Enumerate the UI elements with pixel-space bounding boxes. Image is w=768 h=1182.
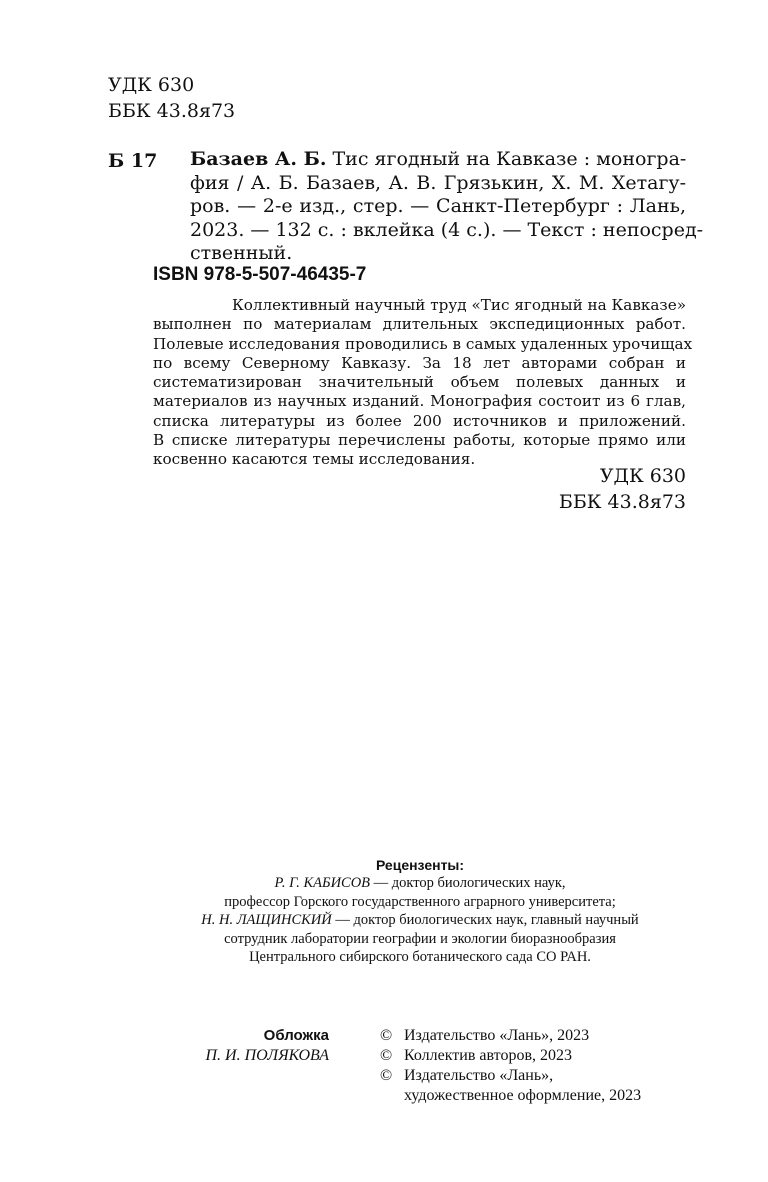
reviewer-2-desc: — доктор биологических наук, главный научный [331, 912, 639, 929]
reviewers-block [130, 856, 710, 966]
copyright-text: Коллектив авторов, 2023 [404, 1047, 572, 1064]
reviewer-1 [130, 874, 710, 892]
copyright-line [380, 1066, 641, 1086]
reviewer-2-line-3: Центрального сибирского ботанического сада СО РАН. [249, 949, 591, 966]
author-sign: Б 17 [108, 150, 158, 172]
annotation-line: выполнен по материалам длительных экспедиционных работ. [153, 315, 686, 334]
annotation-line: косвенно касаются темы исследования. [153, 450, 476, 469]
biblio-line-3: ров. — 2-е изд., стер. — Санкт-Петербург : Лань, [190, 195, 686, 217]
biblio-line-5: ственный. [190, 242, 293, 264]
author-name: Базаев А. Б. [190, 148, 327, 170]
copyright-text: Издательство «Лань», [404, 1067, 554, 1084]
annotation-line: Полевые исследования проводились в самых удаленных урочищах [153, 334, 693, 353]
reviewer-1-desc: — доктор биологических наук, [370, 875, 566, 892]
udk-code: УДК 630 [108, 74, 195, 96]
cover-artist: П. И. ПОЛЯКОВА [205, 1047, 329, 1064]
annotation-line: списка литературы из более 200 источников и приложений. [153, 411, 686, 430]
copyright-continuation: художественное оформление, 2023 [404, 1087, 642, 1104]
udk-code-bottom: УДК 630 [599, 465, 686, 487]
udk-footer-block [559, 463, 686, 515]
copyright-line [380, 1026, 641, 1046]
copyright-icon: © [380, 1027, 393, 1044]
reviewer-2 [130, 911, 710, 929]
annotation-line: В списке литературы перечислены работы, которые прямо или [153, 431, 686, 450]
reviewer-1-line-2: профессор Горского государственного аграрного университета; [224, 893, 616, 910]
copyright-line [380, 1046, 641, 1066]
annotation-line: по всему Северному Кавказу. За 18 лет авторами собран и [153, 353, 686, 372]
annotation [153, 296, 693, 470]
reviewer-1-name: Р. Г. КАБИСОВ [274, 875, 371, 892]
copyright-text: Издательство «Лань», 2023 [404, 1027, 590, 1044]
copyright-icon: © [380, 1047, 393, 1064]
bbk-code: ББК 43.8я73 [108, 100, 236, 122]
copyright-icon: © [380, 1067, 393, 1084]
cover-heading: Обложка [263, 1027, 329, 1044]
annotation-line: Коллективный научный труд «Тис ягодный на Кавказе» [231, 296, 686, 314]
reviewers-heading: Рецензенты: [375, 857, 465, 873]
biblio-line-4: 2023. — 132 с. : вклейка (4 с.). — Текст : непосред- [190, 218, 704, 241]
biblio-line-2: фия / А. Б. Базаев, А. В. Грязькин, Х. М. Хетагу- [190, 171, 686, 194]
biblio-line-1: Тис ягодный на Кавказе : моногра- [332, 148, 687, 170]
cover-credit [205, 1026, 329, 1066]
reviewer-2-name: Н. Н. ЛАЩИНСКИЙ [201, 912, 332, 929]
reviewer-2-line-2: сотрудник лаборатории географии и экологии биоразнообразия [224, 930, 616, 947]
annotation-line: материалов из научных изданий. Монография состоит из 6 глав, [153, 392, 686, 411]
udk-header-block [108, 72, 235, 124]
bbk-code-bottom: ББК 43.8я73 [558, 491, 686, 513]
annotation-line: систематизирован значительный объем полевых данных и [153, 373, 686, 392]
bibliographic-record [190, 148, 704, 266]
isbn: ISBN 978-5-507-46435-7 [153, 264, 367, 285]
copyright-block [380, 1026, 641, 1106]
